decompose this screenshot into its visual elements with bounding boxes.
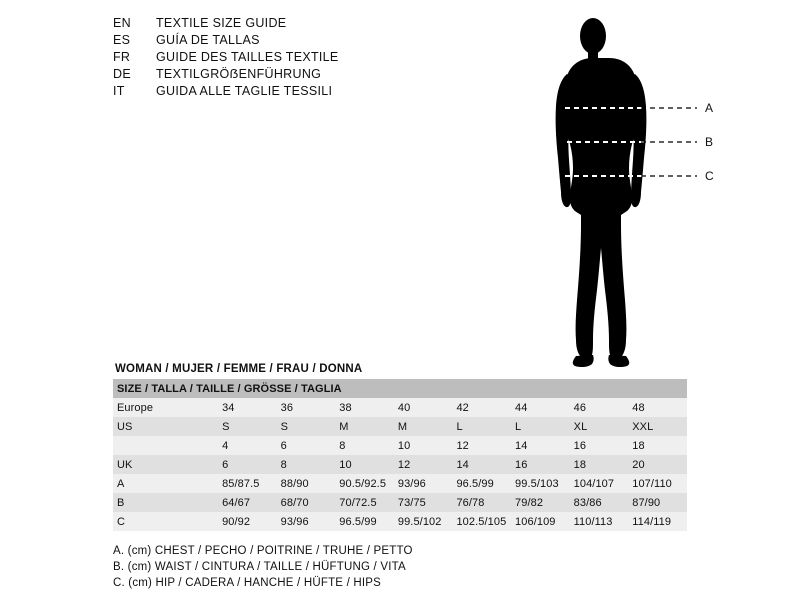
row-label: US: [113, 417, 218, 436]
title-text-en: TEXTILE SIZE GUIDE: [156, 16, 287, 30]
row-label: A: [113, 474, 218, 493]
cell: 10: [335, 455, 394, 474]
title-row-de: [113, 66, 339, 83]
cell: 70/72.5: [335, 493, 394, 512]
table-header-label: SIZE / TALLA / TAILLE / GRÖSSE / TAGLIA: [113, 379, 687, 398]
table-row: [113, 398, 687, 417]
cell: 96.5/99: [452, 474, 511, 493]
cell: 16: [570, 436, 629, 455]
cell: L: [452, 417, 511, 436]
cell: 44: [511, 398, 570, 417]
cell: 83/86: [570, 493, 629, 512]
cell: 99.5/103: [511, 474, 570, 493]
language-code-it: IT: [113, 84, 125, 98]
cell: 73/75: [394, 493, 453, 512]
cell: 14: [511, 436, 570, 455]
cell: 20: [628, 455, 687, 474]
cell: 16: [511, 455, 570, 474]
legend-line-a: A. (cm) CHEST / PECHO / POITRINE / TRUHE / PETTO: [113, 545, 413, 557]
cell: XL: [570, 417, 629, 436]
legend-line-b: B. (cm) WAIST / CINTURA / TAILLE / HÜFTUNG / VITA: [113, 561, 406, 573]
cell: 64/67: [218, 493, 277, 512]
cell: 12: [394, 455, 453, 474]
cell: 99.5/102: [394, 512, 453, 531]
cell: 6: [218, 455, 277, 474]
cell: 85/87.5: [218, 474, 277, 493]
cell: 34: [218, 398, 277, 417]
size-table-wrapper: [113, 363, 687, 531]
cell: 36: [277, 398, 336, 417]
measurement-legend: [113, 543, 413, 591]
legend-line-c: C. (cm) HIP / CADERA / HANCHE / HÜFTE / HIPS: [113, 577, 382, 589]
table-row: [113, 512, 687, 531]
title-text-it: GUIDA ALLE TAGLIE TESSILI: [156, 84, 333, 98]
row-label: UK: [113, 455, 218, 474]
cell: S: [218, 417, 277, 436]
cell: 8: [335, 436, 394, 455]
title-text-fr: GUIDE DES TAILLES TEXTILE: [156, 50, 339, 64]
cell: XXL: [628, 417, 687, 436]
body-silhouette-icon: [545, 10, 715, 370]
measure-label-a: A: [705, 101, 714, 115]
language-code-de: DE: [113, 67, 131, 81]
language-code-en: EN: [113, 16, 131, 30]
title-row-es: [113, 32, 339, 49]
title-row-fr: [113, 49, 339, 66]
title-text-de: TEXTILGRÖẞENFÜHRUNG: [156, 67, 322, 81]
cell: 48: [628, 398, 687, 417]
cell: 42: [452, 398, 511, 417]
cell: 79/82: [511, 493, 570, 512]
cell: M: [394, 417, 453, 436]
table-row: [113, 436, 687, 455]
cell: 38: [335, 398, 394, 417]
title-text-es: GUÍA DE TALLAS: [156, 33, 260, 47]
cell: 6: [277, 436, 336, 455]
row-label: [113, 436, 218, 455]
title-block: [113, 15, 339, 100]
title-row-en: [113, 15, 339, 32]
measure-label-c: C: [705, 169, 714, 183]
cell: 88/90: [277, 474, 336, 493]
cell: 114/119: [628, 512, 687, 531]
cell: 104/107: [570, 474, 629, 493]
cell: 93/96: [394, 474, 453, 493]
title-row-it: [113, 83, 339, 100]
cell: S: [277, 417, 336, 436]
cell: 4: [218, 436, 277, 455]
cell: M: [335, 417, 394, 436]
cell: 46: [570, 398, 629, 417]
cell: 96.5/99: [335, 512, 394, 531]
cell: 40: [394, 398, 453, 417]
table-row: [113, 417, 687, 436]
row-label: Europe: [113, 398, 218, 417]
cell: 76/78: [452, 493, 511, 512]
cell: 12: [452, 436, 511, 455]
cell: 110/113: [570, 512, 629, 531]
cell: L: [511, 417, 570, 436]
size-table: [113, 379, 687, 531]
cell: 10: [394, 436, 453, 455]
row-label: C: [113, 512, 218, 531]
table-group-title: WOMAN / MUJER / FEMME / FRAU / DONNA: [115, 363, 363, 375]
table-header-row: [113, 379, 687, 398]
row-label: B: [113, 493, 218, 512]
language-code-fr: FR: [113, 50, 131, 64]
cell: 18: [570, 455, 629, 474]
table-row: [113, 474, 687, 493]
cell: 90.5/92.5: [335, 474, 394, 493]
cell: 8: [277, 455, 336, 474]
female-body-figure: [545, 10, 715, 370]
table-row: [113, 455, 687, 474]
cell: 106/109: [511, 512, 570, 531]
cell: 102.5/105: [452, 512, 511, 531]
cell: 90/92: [218, 512, 277, 531]
measure-label-b: B: [705, 135, 714, 149]
table-row: [113, 493, 687, 512]
cell: 107/110: [628, 474, 687, 493]
language-code-es: ES: [113, 33, 131, 47]
cell: 18: [628, 436, 687, 455]
cell: 93/96: [277, 512, 336, 531]
cell: 87/90: [628, 493, 687, 512]
cell: 68/70: [277, 493, 336, 512]
cell: 14: [452, 455, 511, 474]
